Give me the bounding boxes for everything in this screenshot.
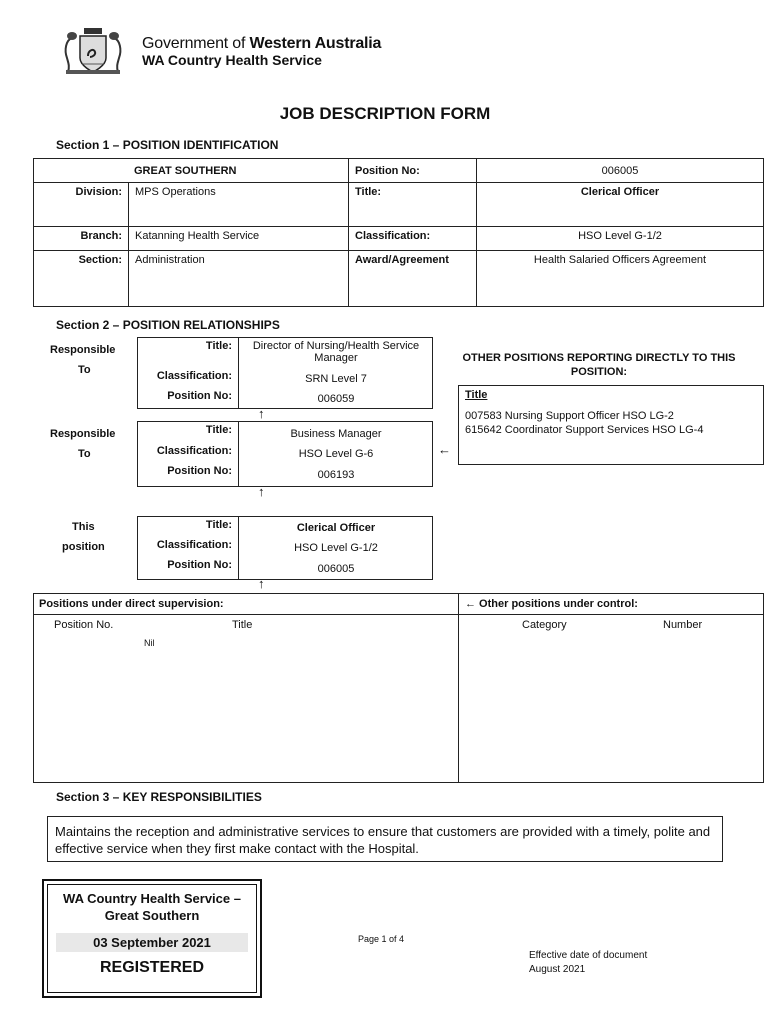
position-no-value: 006005 [477,159,764,183]
stamp-date: 03 September 2021 [56,933,248,952]
box1-title-value: Director of Nursing/Health Service Manager [252,340,420,364]
agency-name: WA Country Health Service [142,52,322,68]
wa-government-crest-icon [58,24,128,76]
stamp-line2: Great Southern [104,908,200,923]
classification-value: HSO Level G-1/2 [477,227,764,251]
title-label: Title: [349,183,477,227]
box3-classification-label: Classification: [156,539,232,551]
direct-supervision-text: Positions under direct supervision: [39,598,224,610]
box1-position-no-label: Position No: [167,390,232,402]
other-positions-box [458,385,764,465]
government-name-bold: Western Australia [249,35,382,52]
arrow-up-icon: ↑ [258,484,265,499]
key-responsibilities-box [47,816,723,862]
manager-box-2 [137,421,433,487]
branch-value: Katanning Health Service [129,227,349,251]
box1-classification-label: Classification: [156,370,232,382]
section2-heading: Section 2 – POSITION RELATIONSHIPS [56,318,280,332]
supervision-table [33,593,764,783]
government-name [142,35,381,53]
section1-heading: Section 1 – POSITION IDENTIFICATION [56,138,279,152]
col-category: Category [522,619,567,631]
other-control-label: ← Other positions under control: [465,598,638,610]
arrow-up-icon: ↑ [258,576,265,591]
box2-title-label: Title: [205,424,232,436]
arrow-up-icon: ↑ [258,406,265,421]
award-value: Health Salaried Officers Agreement [477,251,764,307]
other-title-label: Title [465,389,488,401]
branch-label: Branch: [34,227,129,251]
page-number: Page 1 of 4 [358,934,405,944]
division-value: MPS Operations [129,183,349,227]
responsible-to-2-line1: Responsible [50,428,116,440]
manager-box-1 [137,337,433,409]
responsible-to-2-line2: To [78,448,91,460]
position-identification-table [33,158,764,307]
page-title: JOB DESCRIPTION FORM [279,104,491,123]
position-no-label: Position No: [349,159,477,183]
section-value: Administration [129,251,349,307]
nil-value: Nil [144,638,155,648]
key-responsibilities-text: Maintains the reception and administrative services to ensure that customers are provided with a timely, polite and effective service when they first make contact with the Hospital. [55,824,711,856]
stamp-status: REGISTERED [99,959,204,976]
this-position-box [137,516,433,580]
box3-title-value: Clerical Officer [296,522,376,534]
section-label: Section: [34,251,129,307]
government-name-prefix: Government of [142,35,250,52]
direct-supervision-label [39,598,224,610]
arrow-left-icon: ← [438,442,451,457]
other-positions-heading: OTHER POSITIONS REPORTING DIRECTLY TO THIS POSITION: [462,352,736,378]
box3-classification-value: HSO Level G-1/2 [294,542,378,554]
col-number: Number [663,619,703,631]
region-cell: GREAT SOUTHERN [34,159,349,183]
classification-label: Classification: [349,227,477,251]
this-position-line2: position [62,541,105,553]
award-label: Award/Agreement [349,251,477,307]
stamp-line1: WA Country Health Service – [63,891,241,906]
box2-classification-label: Classification: [156,445,232,457]
responsible-to-1-line1: Responsible [50,344,116,356]
col-title: Title [232,619,253,631]
effective-date-label: Effective date of document [529,950,648,961]
col-position-no: Position No. [54,619,114,631]
title-value: Clerical Officer [477,183,764,227]
box2-position-no-value: 006193 [317,469,355,481]
other-position-item-2: 615642 Coordinator Support Services HSO LG-4 [465,424,704,436]
effective-date-value: August 2021 [529,964,586,975]
box2-position-no-label: Position No: [167,465,232,477]
box3-position-no-value: 006005 [317,563,355,575]
box2-classification-value: HSO Level G-6 [298,448,374,460]
this-position-line1: This [72,521,95,533]
responsible-to-1-line2: To [78,364,91,376]
box1-classification-value: SRN Level 7 [305,373,367,385]
box2-title-value: Business Manager [290,428,382,440]
box1-position-no-value: 006059 [317,393,355,405]
box1-title-label: Title: [205,340,232,352]
section3-heading: Section 3 – KEY RESPONSIBILITIES [56,790,262,804]
division-label: Division: [34,183,129,227]
box3-title-label: Title: [205,519,232,531]
registration-stamp [42,879,262,998]
other-position-item-1: 007583 Nursing Support Officer HSO LG-2 [465,410,674,422]
box3-position-no-label: Position No: [167,559,232,571]
